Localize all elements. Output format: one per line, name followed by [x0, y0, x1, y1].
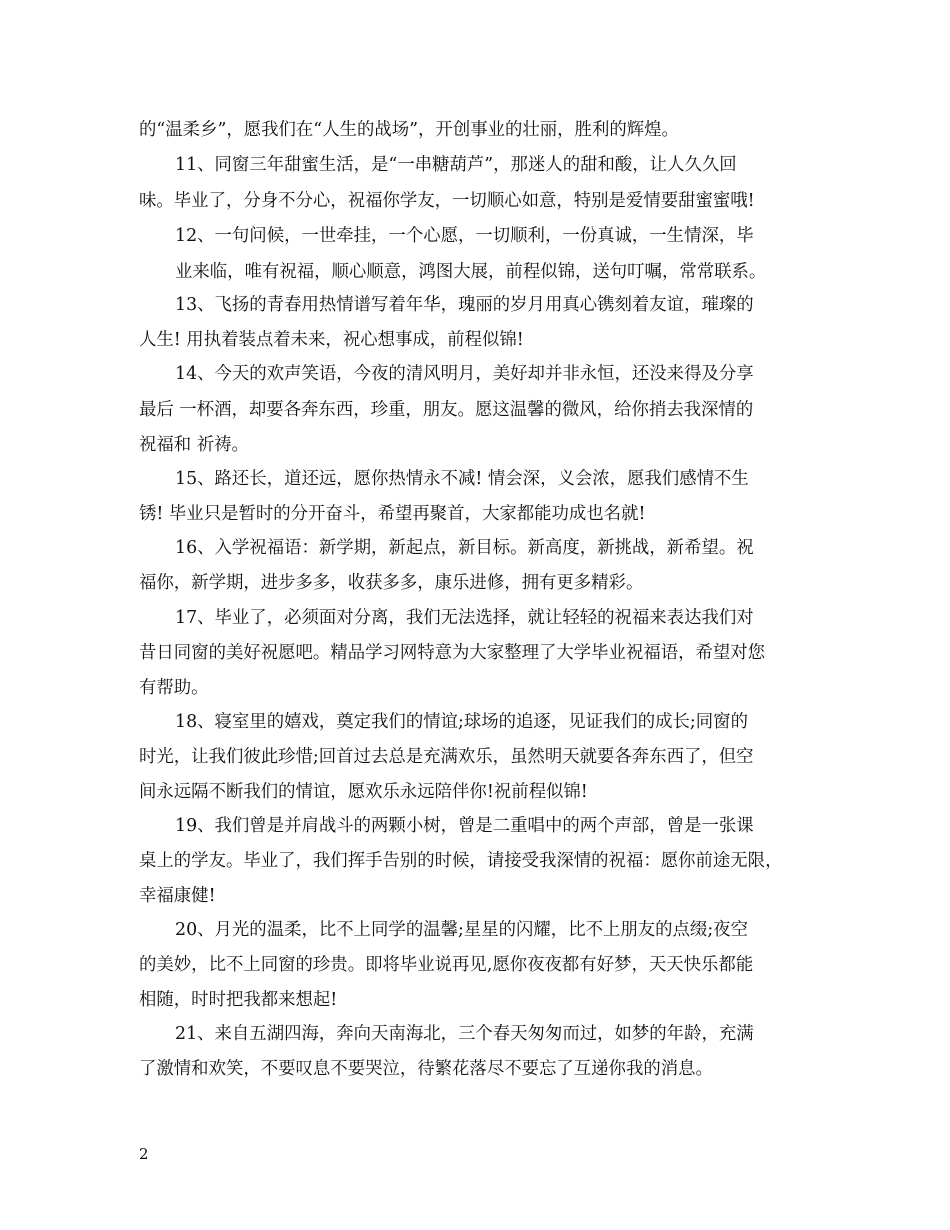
- text-line: 了激情和欢笑，不要叹息不要哭泣，待繁花落尽不要忘了互递你我的消息。: [139, 1059, 713, 1079]
- text-line: 18、寝室里的嬉戏，奠定我们的情谊;球场的追逐，见证我们的成长;同窗的: [175, 712, 748, 732]
- text-line: 15、路还长，道还远，愿你热情永不减! 情会深，义会浓，愿我们感情不生: [175, 469, 749, 489]
- text-line: 20、月光的温柔，比不上同学的温馨;星星的闪耀，比不上朋友的点缀;夜空: [175, 920, 748, 940]
- text-line: 味。毕业了，分身不分心，祝福你学友，一切顺心如意，特别是爱情要甜蜜蜜哦!: [139, 191, 755, 211]
- text-line: 幸福康健!: [139, 886, 216, 906]
- text-line: 21、来自五湖四海，奔向天南海北，三个春天匆匆而过，如梦的年龄，充满: [175, 1024, 754, 1044]
- text-line: 业来临，唯有祝福，顺心顺意，鸿图大展，前程似锦，送句叮嘱，常常联系。: [175, 262, 767, 282]
- text-line: 11、同窗三年甜蜜生活，是“一串糖葫芦”，那迷人的甜和酸，让人久久回: [175, 155, 737, 175]
- text-line: 19、我们曾是并肩战斗的两颗小树，曾是二重唱中的两个声部，曾是一张课: [175, 816, 754, 836]
- text-line: 间永远隔不断我们的情谊，愿欢乐永远陪伴你!祝前程似锦!: [139, 782, 588, 802]
- text-line: 12、一句问候，一世牵挂，一个心愿，一切顺利，一份真诚，一生情深，毕: [175, 226, 754, 246]
- text-line: 的美妙，比不上同窗的珍贵。即将毕业说再见,愿你夜夜都有好梦，天天快乐都能: [139, 955, 754, 975]
- text-line: 有帮助。: [139, 678, 209, 698]
- text-line: 桌上的学友。毕业了，我们挥手告别的时候，请接受我深情的祝福：愿你前途无限，: [139, 851, 783, 871]
- text-line: 人生! 用执着装点着未来，祝心想事成，前程似锦!: [139, 330, 524, 350]
- text-line: 福你，新学期，进步多多，收获多多，康乐进修，拥有更多精彩。: [139, 573, 644, 593]
- text-line: 锈! 毕业只是暂时的分开奋斗，希望再聚首，大家都能功成也名就!: [139, 504, 646, 524]
- text-line: 最后 一杯酒，却要各奔东西，珍重，朋友。愿这温馨的微风，给你捎去我深情的: [139, 400, 754, 420]
- text-line: 昔日同窗的美好祝愿吧。精品学习网特意为大家整理了大学毕业祝福语，希望对您: [139, 643, 766, 663]
- text-line: 13、飞扬的青春用热情谱写着年华，瑰丽的岁月用真心镌刻着友谊，璀璨的: [175, 295, 754, 315]
- text-line: 祝福和 祈祷。: [139, 435, 249, 455]
- text-line: 的“温柔乡”，愿我们在“人生的战场”，开创事业的壮丽，胜利的辉煌。: [139, 120, 679, 140]
- text-line: 14、今天的欢声笑语，今夜的清风明月，美好却并非永恒，还没来得及分享: [175, 364, 754, 384]
- text-line: 相随，时时把我都来想起!: [139, 990, 338, 1010]
- text-line: 17、毕业了，必须面对分离，我们无法选择，就让轻轻的祝福来表达我们对: [175, 608, 754, 628]
- text-line: 16、入学祝福语：新学期，新起点，新目标。新高度，新挑战，新希望。祝: [175, 538, 754, 558]
- text-line: 时光，让我们彼此珍惜;回首过去总是充满欢乐，虽然明天就要各奔东西了，但空: [139, 747, 754, 767]
- page-number: 2: [139, 1145, 149, 1163]
